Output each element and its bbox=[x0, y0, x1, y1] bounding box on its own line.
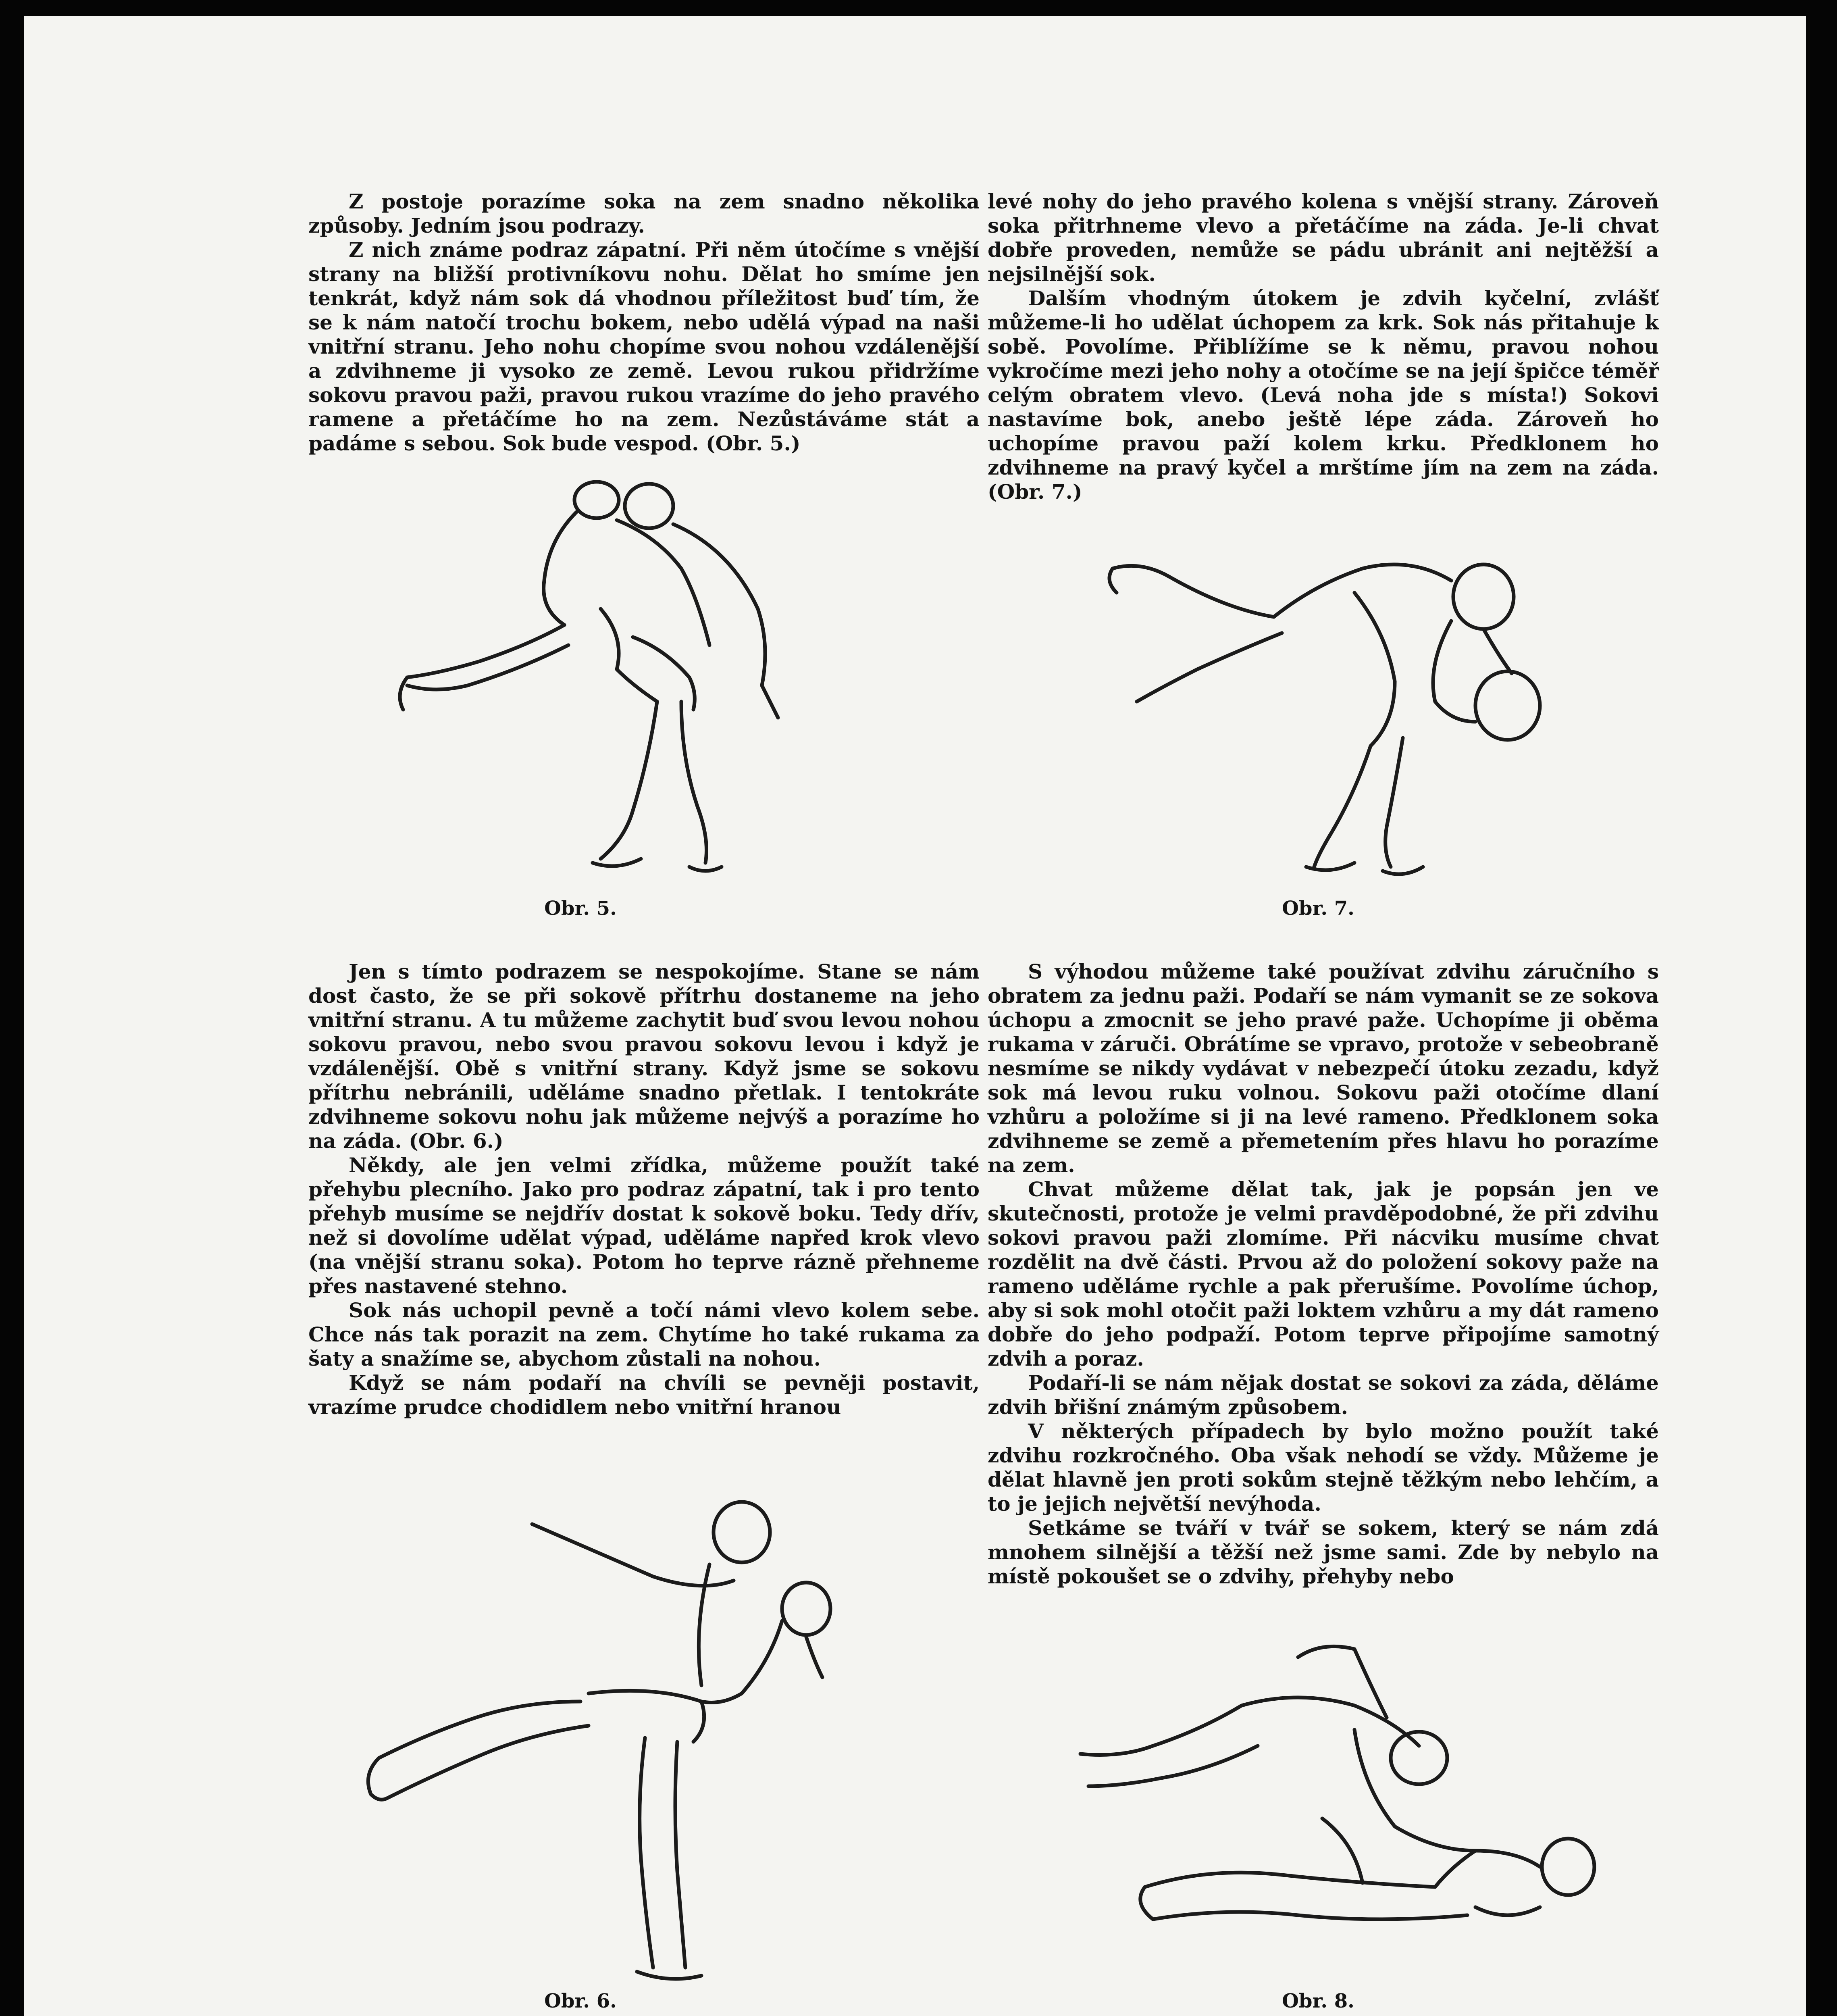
paragraph: Z nich známe podraz zápatní. Při něm útočíme s vnější strany na bližší protivníkovu nohu. Dělat ho smíme jen tenkrát, když nám sok dá vhodnou příležitost buď tím, že se k nám natočí trochu bokem, nebo udělá výpad na naši vnitřní stranu. Jeho nohu chopíme svou nohou vzdálenější a zdvihneme ji vysoko ze země. Levou rukou přidržíme sokovu pravou paži, pravou rukou vrazíme do jeho pravého ramene a přetáčíme ho na zem. Nezůstáváme stát a padáme s sebou. Sok bude vespod. (Obr. 5.) bbox=[308, 238, 980, 455]
paragraph: levé nohy do jeho pravého kolena s vnější strany. Zároveň soka přitrhneme vlevo a přetáčíme na záda. Je-li chvat dobře proveden, nemůže se pádu ubránit ani nejtěžší a nejsilnější sok. bbox=[988, 190, 1659, 286]
figure-8-caption: Obr. 8. bbox=[1282, 1990, 1354, 2012]
right-column-top bbox=[988, 190, 1659, 504]
right-column-middle bbox=[988, 960, 1659, 1589]
figure-5-illustration bbox=[375, 476, 879, 895]
figure-6-illustration bbox=[347, 1476, 851, 1992]
paragraph: Sok nás uchopil pevně a točí námi vlevo kolem sebe. Chce nás tak porazit na zem. Chytíme ho také rukama za šaty a snažíme se, abychom zůstali na nohou. bbox=[308, 1298, 980, 1370]
left-column-middle bbox=[308, 960, 980, 1419]
figure-8-illustration bbox=[1072, 1625, 1608, 1968]
paragraph: Někdy, ale jen velmi zřídka, můžeme použít také přehybu plecního. Jako pro podraz zápatní, tak i pro tento přehyb musíme se nejdřív dostat k sokově boku. Tedy dřív, než si dovolíme udělat výpad, uděláme napřed krok vlevo (na vnější stranu soka). Potom ho teprve rázně přehneme přes nastavené stehno. bbox=[308, 1153, 980, 1298]
paragraph: S výhodou můžeme také používat zdvihu záručního s obratem za jednu paži. Podaří se nám vymanit se ze sokova úchopu a zmocnit se jeho pravé paže. Uchopíme ji oběma rukama v záruči. Obrátíme se vpravo, protože v sebeobraně nesmíme se nikdy vydávat v nebezpečí útoku zezadu, když sok má levou ruku volnou. Sokovu paži otočíme dlaní vzhůru a položíme si ji na levé rameno. Předklonem soka zdvihneme se země a přemetením přes hlavu ho porazíme na zem. bbox=[988, 960, 1659, 1177]
figure-6-caption: Obr. 6. bbox=[544, 1990, 617, 2012]
paragraph: Setkáme se tváří v tvář se sokem, který se nám zdá mnohem silnější a těžší než jsme sami. Zde by nebylo na místě pokoušet se o zdvihy, přehyby nebo bbox=[988, 1516, 1659, 1588]
paragraph: Jen s tímto podrazem se nespokojíme. Stane se nám dost často, že se při sokově přítrhu dostaneme na jeho vnitřní stranu. A tu můžeme zachytit buď svou levou nohou sokovu pravou, nebo svou pravou sokovu levou i když je vzdálenější. Obě s vnitřní strany. Když jsme se sokovu přítrhu nebránili, uděláme snadno přetlak. I tentokráte zdvihneme sokovu nohu jak můžeme nejvýš a porazíme ho na záda. (Obr. 6.) bbox=[308, 960, 980, 1153]
figure-7-illustration bbox=[1105, 512, 1560, 883]
figure-7-caption: Obr. 7. bbox=[1282, 897, 1354, 920]
paragraph: V některých případech by bylo možno použít také zdvihu rozkročného. Oba však nehodí se vždy. Můžeme je dělat hlavně jen proti sokům stejně těžkým nebo lehčím, a to je jejich největší nevýhoda. bbox=[988, 1419, 1659, 1516]
paragraph: Když se nám podaří na chvíli se pevněji postavit, vrazíme prudce chodidlem nebo vnitřní hranou bbox=[308, 1371, 980, 1419]
left-column-top bbox=[308, 190, 980, 456]
paragraph: Podaří-li se nám nějak dostat se sokovi za záda, děláme zdvih břišní známým způsobem. bbox=[988, 1371, 1659, 1419]
paragraph: Dalším vhodným útokem je zdvih kyčelní, zvlášť můžeme-li ho udělat úchopem za krk. Sok nás přitahuje k sobě. Povolíme. Přiblížíme se k němu, pravou nohou vykročíme mezi jeho nohy a otočíme se na její špičce téměř celým obratem vlevo. (Levá noha jde s místa!) Sokovi nastavíme bok, anebo ještě lépe záda. Zároveň ho uchopíme pravou paží kolem krku. Předklonem ho zdvihneme na pravý kyčel a mrštíme jím na zem na záda. (Obr. 7.) bbox=[988, 286, 1659, 504]
figure-5-caption: Obr. 5. bbox=[544, 897, 617, 920]
paragraph: Chvat můžeme dělat tak, jak je popsán jen ve skutečnosti, protože je velmi pravděpodobné, že při zdvihu sokovi pravou paži zlomíme. Při nácviku musíme chvat rozdělit na dvě části. Prvou až do položení sokovy paže na rameno uděláme rychle a pak přerušíme. Povolíme úchop, aby si sok mohl otočit paži loktem vzhůru a my dát rameno dobře do jeho podpaží. Potom teprve připojíme samotný zdvih a poraz. bbox=[988, 1177, 1659, 1370]
paragraph: Z postoje porazíme soka na zem snadno několika způsoby. Jedním jsou podrazy. bbox=[308, 190, 980, 237]
